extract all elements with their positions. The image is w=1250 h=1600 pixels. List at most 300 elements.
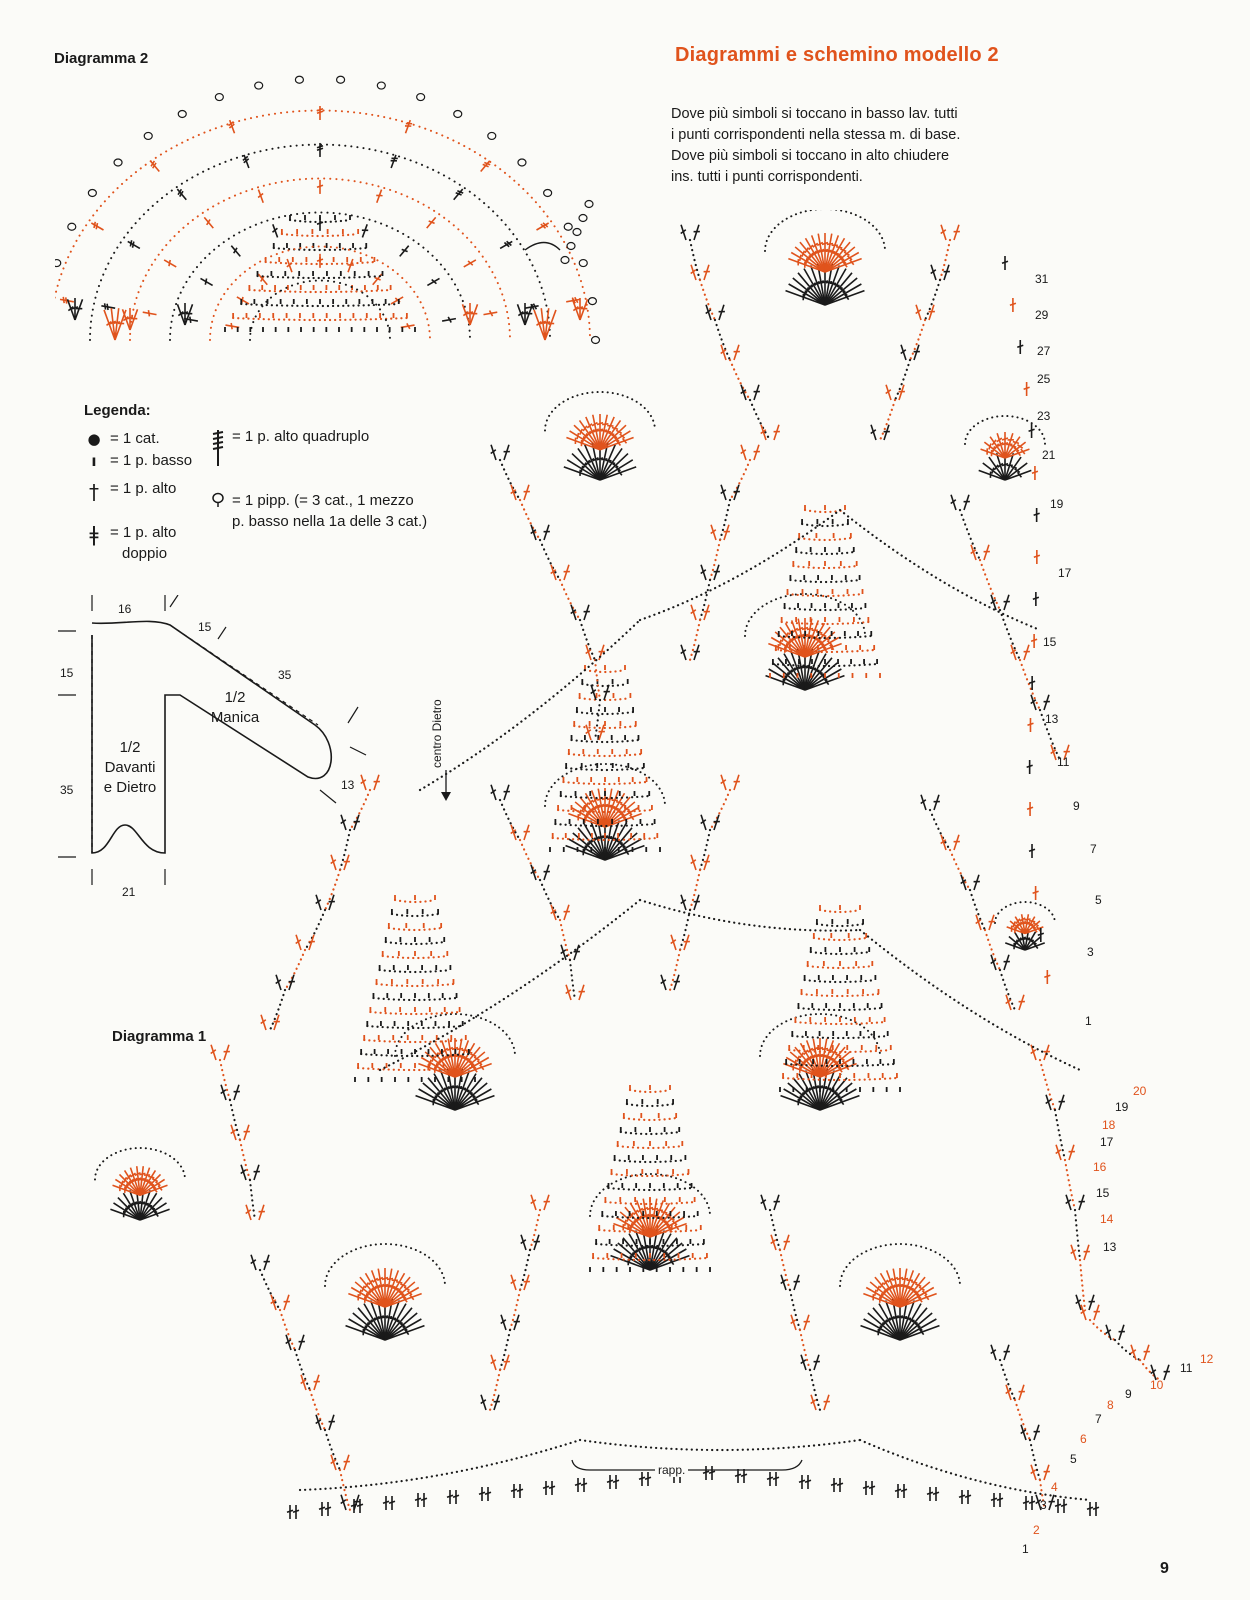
chain-stitch-line [690,870,700,910]
stitch-symbol [901,1484,907,1498]
stitch-symbol [997,1493,1003,1507]
stitch-symbol [961,494,972,511]
chain-stitch-line [1000,970,1015,1010]
chain-stitch-line [490,1370,500,1410]
chain-stitch-line [612,1174,689,1176]
row-number: 13 [1045,712,1059,726]
stitch-symbol [175,187,189,202]
stitch-symbol [811,1354,822,1371]
stitch-symbol [965,1490,971,1504]
stitch-symbol [805,1475,811,1489]
chain-stitch-line [520,500,540,540]
row-number: 10 [1150,1378,1164,1392]
stitch-symbol [1027,802,1033,816]
picot-mark [255,82,263,89]
stitch-symbol [681,934,692,951]
row-number: 21 [1042,448,1056,462]
stitch-symbol [698,814,709,831]
stitch-symbol [837,1478,843,1492]
chain-stitch-line [1000,610,1020,660]
chain-stitch-line [1020,660,1040,710]
chain-stitch-line [358,1068,472,1070]
stitch-symbol [479,1487,485,1501]
instruction-note [671,104,1031,188]
chain-stitch-line [811,952,869,954]
stitch-symbol [508,484,519,501]
picot-mark [377,82,385,89]
note-line: Dove più simboli si toccano in basso lav. tutti [671,106,958,122]
stitch-symbol [218,1084,229,1101]
chain-stitch-line [608,1188,691,1190]
chain-stitch-line [325,870,340,910]
picot-mark [114,159,122,166]
stitch-symbol [718,484,729,501]
row-number: 16 [1093,1160,1107,1174]
stitch-symbol [268,1294,279,1311]
stitch-symbol [388,154,398,169]
stitch-symbol [485,1487,491,1501]
stitch-symbol [927,1487,933,1501]
stitch-symbol [501,784,512,801]
stitch-symbol [228,1124,239,1141]
stitch-symbol [941,264,952,281]
chain-stitch-line [800,1330,810,1370]
stitch-symbol [1041,694,1052,711]
legend-title: Legenda: [84,402,151,419]
chain-stitch-line [780,1250,790,1290]
chain-stitch-line [783,1078,897,1080]
chain-stitch-line [560,920,570,960]
stitch-symbol [1076,1194,1087,1211]
chain-stitch-line [566,768,644,770]
picot-mark [55,260,61,267]
picot-mark [144,132,152,139]
stitch-symbol [971,874,982,891]
chain-stitch-line [730,460,750,500]
stitch-symbol [501,444,512,461]
chain-stitch-line [380,900,640,1070]
chain-stitch-line [802,994,879,996]
stitch-symbol [374,189,384,204]
stitch-symbol [421,1081,457,1113]
stitch-symbol [317,106,323,120]
sleeve-label: 1/2 Manica [210,689,260,726]
picot-mark [417,94,425,101]
chain-stitch-line [280,1310,295,1350]
stitch-symbol [1043,1094,1054,1111]
chain-stitch-line [796,552,854,554]
stitch-symbol [808,1394,819,1411]
chain-stitch-line [285,950,305,990]
stitch-symbol [938,834,949,851]
stitch-symbol [1141,1344,1152,1361]
chain-stitch-line [700,580,710,620]
note-line: i punti corrispondenti nella stessa m. di base. [671,127,961,143]
chain-stitch-line [582,684,627,686]
stitch-symbol [415,1493,421,1507]
row-number: 27 [1037,344,1051,358]
row-number: 1 [1085,1014,1092,1028]
page-title: Diagrammi e schemino modello 2 [675,44,999,66]
stitch-symbol [711,814,722,831]
stitch-symbol [895,1484,901,1498]
chain-stitch-line [770,1210,780,1250]
stitch-symbol [561,904,572,921]
row-number: 3 [1087,945,1094,959]
stitch-symbol [938,224,949,241]
stitch-symbol [231,1084,242,1101]
stitch-symbol [338,814,349,831]
chain-stitch-line [730,360,750,400]
stitch-symbol [926,304,937,321]
row-number: 13 [1103,1240,1117,1254]
stitch-symbol [571,831,607,863]
stitch-symbol [596,644,607,661]
stitch-symbol [1028,1464,1039,1481]
stitch-symbol [528,524,539,541]
stitch-symbol [281,1294,292,1311]
stitch-symbol [791,1274,802,1291]
picot-mark [337,76,345,83]
stitch-symbol [1055,1499,1061,1513]
chain-stitch-line [520,1250,530,1290]
stitch-symbol [678,894,689,911]
row-number: 15 [1043,635,1057,649]
picot-mark [518,159,526,166]
row-number: 12 [1200,1352,1214,1366]
stitch-symbol [863,1481,869,1495]
stitch-symbol [959,1490,965,1504]
chain-stitch-line [1075,1210,1080,1260]
stitch-symbol [1003,1384,1014,1401]
stitch-symbol [701,604,712,621]
stitch-symbol [758,1194,769,1211]
stitch-symbol [1093,1502,1099,1516]
chain-stitch-line [383,956,448,958]
stitch-symbol [313,1414,324,1431]
chain-stitch-line [220,1060,230,1100]
stitch-symbol [511,1484,517,1498]
row-number: 2 [1033,1523,1040,1537]
stitch-symbol [731,484,742,501]
chain-stitch-line [577,712,633,714]
stitch-symbol [311,1374,322,1391]
stitch-symbol [521,1274,532,1291]
stitch-symbol [511,1314,522,1331]
dim-cuff: 13 [341,778,355,792]
stitch-symbol [868,424,879,441]
chain-stitch-line [817,924,863,926]
stitch-symbol [517,1484,523,1498]
chain-stitch-line [563,782,646,784]
stitch-symbol [238,1164,249,1181]
stitch-symbol [59,296,74,304]
chain-stitch-line [500,800,520,840]
stitch-symbol [518,1234,529,1251]
stitch-symbol [1016,1384,1027,1401]
chain-stitch-line [305,910,325,950]
stitch-symbol [548,904,559,921]
centro-dietro-label: centro Dietro [430,699,444,768]
chain-stitch-line [630,1090,670,1092]
stitch-symbol [918,794,929,811]
stitch-symbol [1068,1244,1079,1261]
chain-stitch-line [810,1370,820,1410]
stitch-symbol [568,604,579,621]
stitch-symbol [981,544,992,561]
double-crochet-icon: † [89,480,99,504]
stitch-symbol [708,524,719,541]
chain-stitch-line [340,1470,350,1510]
chain-stitch-line [925,280,940,320]
stitch-symbol [791,276,827,308]
row-number: 1 [1022,1542,1029,1556]
stitch-symbol [898,344,909,361]
stitch-symbol [731,344,742,361]
chain-stitch-line [530,1210,540,1250]
stitch-symbol [478,159,492,174]
picot-mark [544,189,552,196]
stitch-symbol [678,644,689,661]
chain-stitch-line [793,566,856,568]
stitch-symbol [913,304,924,321]
stitch-symbol [541,1194,552,1211]
chain-stitch-line [910,320,925,360]
stitch-symbol [326,1414,337,1431]
stitch-symbol [958,874,969,891]
page-number: 9 [1160,1560,1169,1577]
dim-bottom: 21 [122,885,136,899]
stitch-symbol [1033,886,1039,900]
chain-stitch-line [240,1140,250,1180]
stitch-symbol [781,1234,792,1251]
stitch-symbol [658,974,669,991]
stitch-symbol [296,1334,307,1351]
stitch-symbol [328,854,339,871]
row-number: 19 [1115,1100,1129,1114]
chain-stitch-line [350,790,370,830]
chain-stitch-line [820,910,860,912]
stitch-symbol [668,934,679,951]
stitch-symbol [1029,676,1035,690]
chain-stitch-line [627,1104,673,1106]
stitch-symbol [583,644,594,661]
chain-stitch-line [500,1330,510,1370]
stitch-symbol [973,914,984,931]
stitch-symbol [688,604,699,621]
stitch-symbol [786,1081,822,1113]
chain-stitch-line [300,1440,580,1490]
chain-stitch-line [310,1390,325,1430]
row-number: 17 [1100,1135,1114,1149]
chain-stitch-line [370,1012,459,1014]
chain-dot-icon: ● [87,430,101,448]
repeat-label: rapp. [655,1463,688,1477]
stitch-symbol [581,1478,587,1492]
chain-stitch-line [798,1008,881,1010]
chain-stitch-line [395,900,435,902]
chain-stitch-line [940,240,950,280]
stitch-symbol [896,384,907,401]
stitch-symbol [691,894,702,911]
chain-stitch-line [389,928,441,930]
chain-stitch-line [270,990,285,1030]
stitch-symbol [453,1490,459,1504]
stitch-symbol [488,444,499,461]
row-number: 9 [1073,799,1080,813]
chain-stitch-line [380,970,451,972]
stitch-symbol [688,264,699,281]
stitch-symbol [798,1354,809,1371]
chain-stitch-line [814,938,866,940]
stitch-symbol [383,1496,389,1510]
dim-top: 16 [118,602,132,616]
stitch-symbol [988,954,999,971]
legend-item: † = 1 p. alto [84,480,176,504]
stitch-symbol [1003,994,1014,1011]
chain-stitch-line [840,510,1040,630]
stitch-symbol [256,1204,267,1221]
row-number: 23 [1037,409,1051,423]
stitch-symbol [1024,382,1030,396]
stitch-symbol [576,984,587,1001]
stitch-symbol [531,1234,542,1251]
stitch-symbol [325,1502,331,1516]
chain-stitch-line [1015,1400,1030,1440]
picot-mark [178,110,186,117]
row-number: 29 [1035,308,1049,322]
stitch-symbol [541,524,552,541]
stitch-symbol [317,143,323,157]
stitch-symbol [701,264,712,281]
chain-stitch-line [585,670,625,672]
row-number: 6 [1080,1432,1087,1446]
stitch-symbol [341,854,352,871]
stitch-symbol [751,384,762,401]
chain-stitch-line [970,890,985,930]
stitch-symbol [271,1014,282,1031]
stitch-symbol [1044,970,1050,984]
chain-stitch-line [392,914,438,916]
stitch-symbol [1116,1324,1127,1341]
stitch-symbol [771,424,782,441]
stitch-symbol [933,1487,939,1501]
stitch-symbol [1031,1424,1042,1441]
stitch-symbol [831,1478,837,1492]
picot-mark [215,94,223,101]
stitch-symbol [1017,340,1023,354]
stitch-symbol [1001,594,1012,611]
treble-crochet-icon: ǂ [89,522,99,546]
stitch-symbol [911,344,922,361]
stitch-symbol [1034,508,1040,522]
chain-stitch-line [377,984,454,986]
chain-stitch-line [367,1026,462,1028]
chain-stitch-line [720,500,730,540]
stitch-symbol [988,1344,999,1361]
chain-stitch-line [260,1270,280,1310]
stitch-symbol [688,854,699,871]
row-number: 31 [1035,272,1049,286]
stitch-symbol [451,187,465,202]
chain-stitch-line [540,540,560,580]
chain-stitch-line [386,942,444,944]
stitch-symbol [1031,634,1037,648]
chain-stitch-line [1115,1340,1140,1360]
chain-stitch-line [570,960,575,1000]
chain-stitch-line [510,1290,520,1330]
chain-stitch-line [540,880,560,920]
stitch-symbol [561,564,572,581]
stitch-symbol [293,1505,299,1519]
stitch-symbol [478,1394,489,1411]
row-number: 7 [1095,1412,1102,1426]
stitch-symbol [221,1044,232,1061]
stitch-symbol [1018,1424,1029,1441]
chain-stitch-line [618,1146,683,1148]
chain-stitch-line [950,850,970,890]
stitch-symbol [701,854,712,871]
stitch-symbol [287,1505,293,1519]
stitch-symbol [319,1502,325,1516]
row-number: 9 [1125,1387,1132,1401]
stitch-symbol [711,564,722,581]
row-number: 4 [1051,1480,1058,1494]
stitch-symbol [549,1481,555,1495]
stitch-symbol [227,119,237,134]
diagram2-title: Diagramma 2 [54,50,149,67]
stitch-symbol [1010,298,1016,312]
chain-stitch-line [799,538,851,540]
chain-stitch-line [1030,1440,1040,1480]
note-line: Dove più simboli si toccano in alto chiudere [671,148,950,164]
chain-stitch-line [690,620,700,660]
chain-stitch-line [715,320,730,360]
dim-body-length: 35 [60,783,74,797]
diagram1-chart [80,210,1200,1550]
chain-stitch-line [560,580,580,620]
stitch-symbol [1056,1094,1067,1111]
stitch-symbol [991,1493,997,1507]
stitch-symbol [716,304,727,321]
stitch-symbol [768,1234,779,1251]
chain-stitch-line [1000,1360,1015,1400]
stitch-symbol [313,894,324,911]
stitch-symbol [1066,1144,1077,1161]
row-number: 7 [1090,842,1097,856]
stitch-symbol [248,1254,259,1271]
stitch-symbol [306,934,317,951]
chain-stitch-line [621,1132,679,1134]
picot-mark [585,201,593,208]
stitch-symbol [703,304,714,321]
chain-stitch-line [790,1290,800,1330]
chain-stitch-line [670,950,680,990]
stitch-symbol [251,1164,262,1181]
chain-stitch-line [580,620,595,660]
stitch-symbol [1029,1496,1035,1510]
stitch-symbol [1023,1496,1029,1510]
row-number: 11 [1057,755,1070,769]
chain-stitch-line [788,594,863,596]
picot-mark [88,189,96,196]
chain-stitch-line [520,840,540,880]
stitch-symbol [883,384,894,401]
chain-stitch-line [1140,1360,1160,1380]
picot-mark [454,110,462,117]
chain-stitch-line [595,700,600,740]
stitch-symbol [698,564,709,581]
